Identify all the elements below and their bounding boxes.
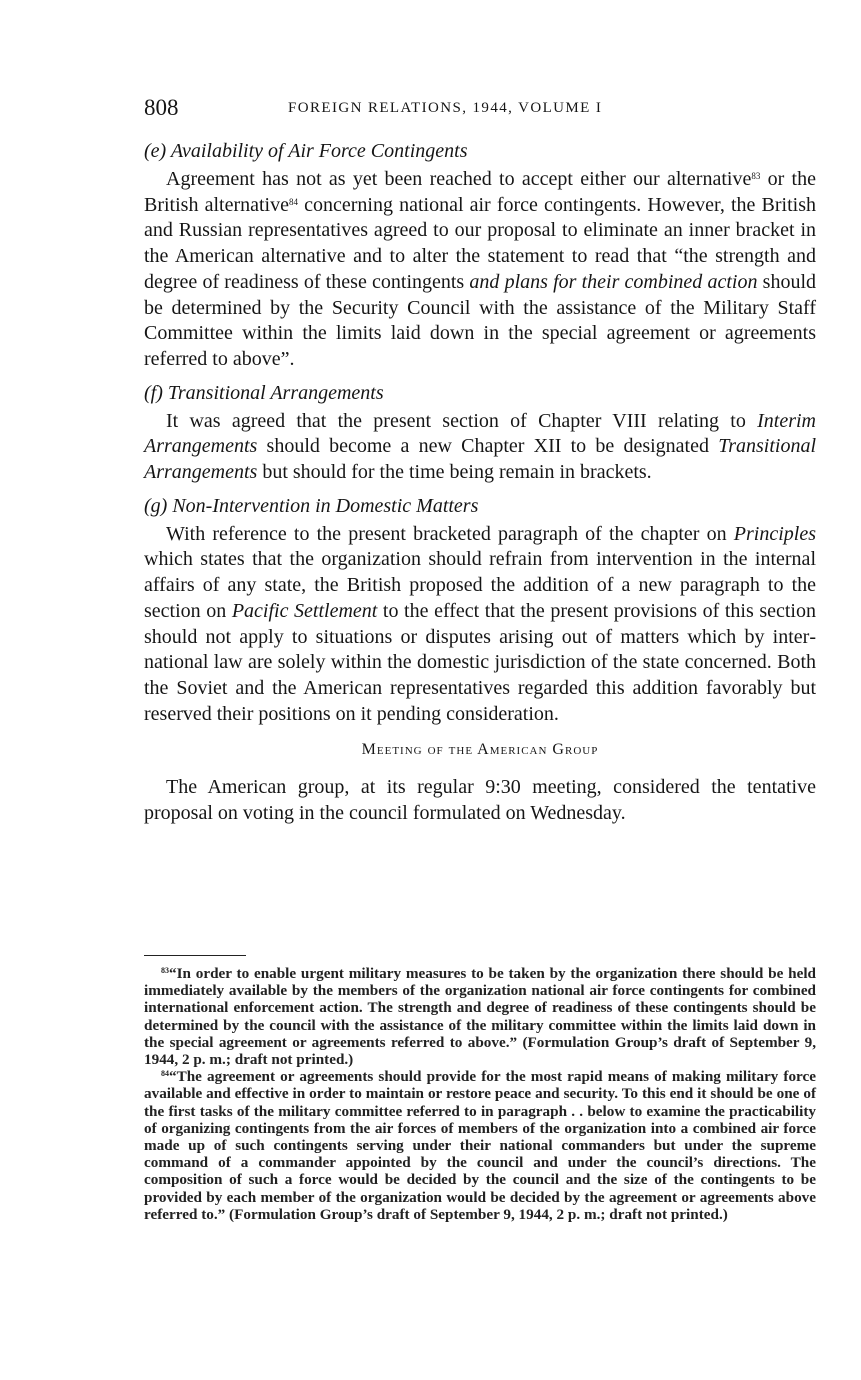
text-run: With reference to the present bracketed paragraph of the chapter on [166, 522, 734, 545]
italic-phrase: Interim Arrangements [144, 409, 816, 458]
footnote-marker: 83 [161, 966, 169, 975]
section-e-paragraph [144, 167, 816, 373]
footnote-ref-84[interactable]: 84 [288, 196, 298, 207]
text-run: but should for the time being remain in brackets. [257, 461, 652, 484]
footnote-ref-83[interactable]: 83 [751, 171, 761, 181]
footnote-divider [144, 955, 246, 956]
italic-phrase: and plans for their combined action [469, 270, 758, 293]
italic-phrase: Principles [733, 522, 816, 545]
text-run: to the effect that the present provisions of this section should not apply to situations or disputes arising out of matters which by international law are solely within the domestic jurisdiction of the state concerned. Both the Soviet and the American representatives regarded this addition favorably but reserved their positions on it pending consideration. [144, 599, 816, 725]
text-run: which states that the organization should refrain from intervention in the internal affairs of any state, the British proposed the addition of a new paragraph to the section on [144, 548, 816, 622]
footnote-text: “The agreement or agreements should provide for the most rapid means of making military force available and effective in order to maintain or restore peace and security. To this end it should be one of the first tasks of the military committee referred to in paragraph . . below to examine the practicability of organizing contingents from the air forces of members of the organization into a combined air force made up of such contingents serving under their national commanders but under the supreme command of a commander appointed by the council and under the council’s directions. The composition of such a force would be decided by the council and the size of the contingents to be provided by each member of the organization would be decided by the agreement or agreements above referred to.” (Formulation Group’s draft of September 9, 1944, 2 p. m.; draft not printed.) [144, 1068, 816, 1223]
section-heading-f: (f) Transitional Arrangements [144, 381, 384, 404]
section-heading-g: (g) Non-Intervention in Domestic Matters [144, 494, 479, 517]
page-header [144, 95, 816, 125]
footnote-83 [144, 965, 816, 1068]
section-heading-e: (e) Availability of Air Force Contingents [144, 140, 468, 162]
running-head: FOREIGN RELATIONS, 1944, VOLUME I [288, 100, 603, 116]
page-number: 808 [144, 95, 179, 120]
text-run: should become a new Chapter XII to be designated [257, 435, 719, 458]
italic-phrase: Pacific Settlement [231, 599, 378, 622]
footnote-84 [144, 1068, 816, 1223]
footnotes [144, 965, 816, 1223]
text-run: Agreement has not as yet been reached to accept either our alternative [166, 168, 752, 190]
text-run: should be determined by the Security Council with the assistance of the Military Staff Committee within the limits laid down in the special agreement or agreements referred to above”. [144, 270, 817, 370]
footnote-text: “In order to enable urgent military measures to be taken by the organization there should be held immediately available by the members of the organization national air force contingents for combined international enforcement action. The strength and degree of readiness of these contingents should be determined by the council with the assistance of the military committee within the limits laid down in the special agreement or agreements referred to above.” (Formulation Group’s draft of September 9, 1944, 2 p. m.; draft not printed.) [144, 965, 816, 1069]
meeting-heading: Meeting of the American Group [361, 741, 599, 759]
text-run: concerning national air force contingents. However, the British and Russian representatives agreed to our proposal to eliminate an inner bracket in the American alternative and to alter the statement to read that “the strength and degree of readiness of these contingents [144, 193, 816, 293]
footnote-marker: 84 [161, 1069, 169, 1079]
text-run: or the British alternative [144, 168, 816, 216]
meeting-paragraph: The American group, at its regular 9:30 meeting, considered the tentative proposal on voting in the council formulated on Wednesday. [144, 776, 816, 825]
italic-phrase: Transitional Arrangements [144, 435, 816, 484]
body-text [144, 138, 816, 834]
section-g-paragraph [144, 522, 816, 728]
text-run: It was agreed that the present section of Chapter VIII relating to [166, 409, 758, 432]
section-f-paragraph [144, 409, 816, 486]
